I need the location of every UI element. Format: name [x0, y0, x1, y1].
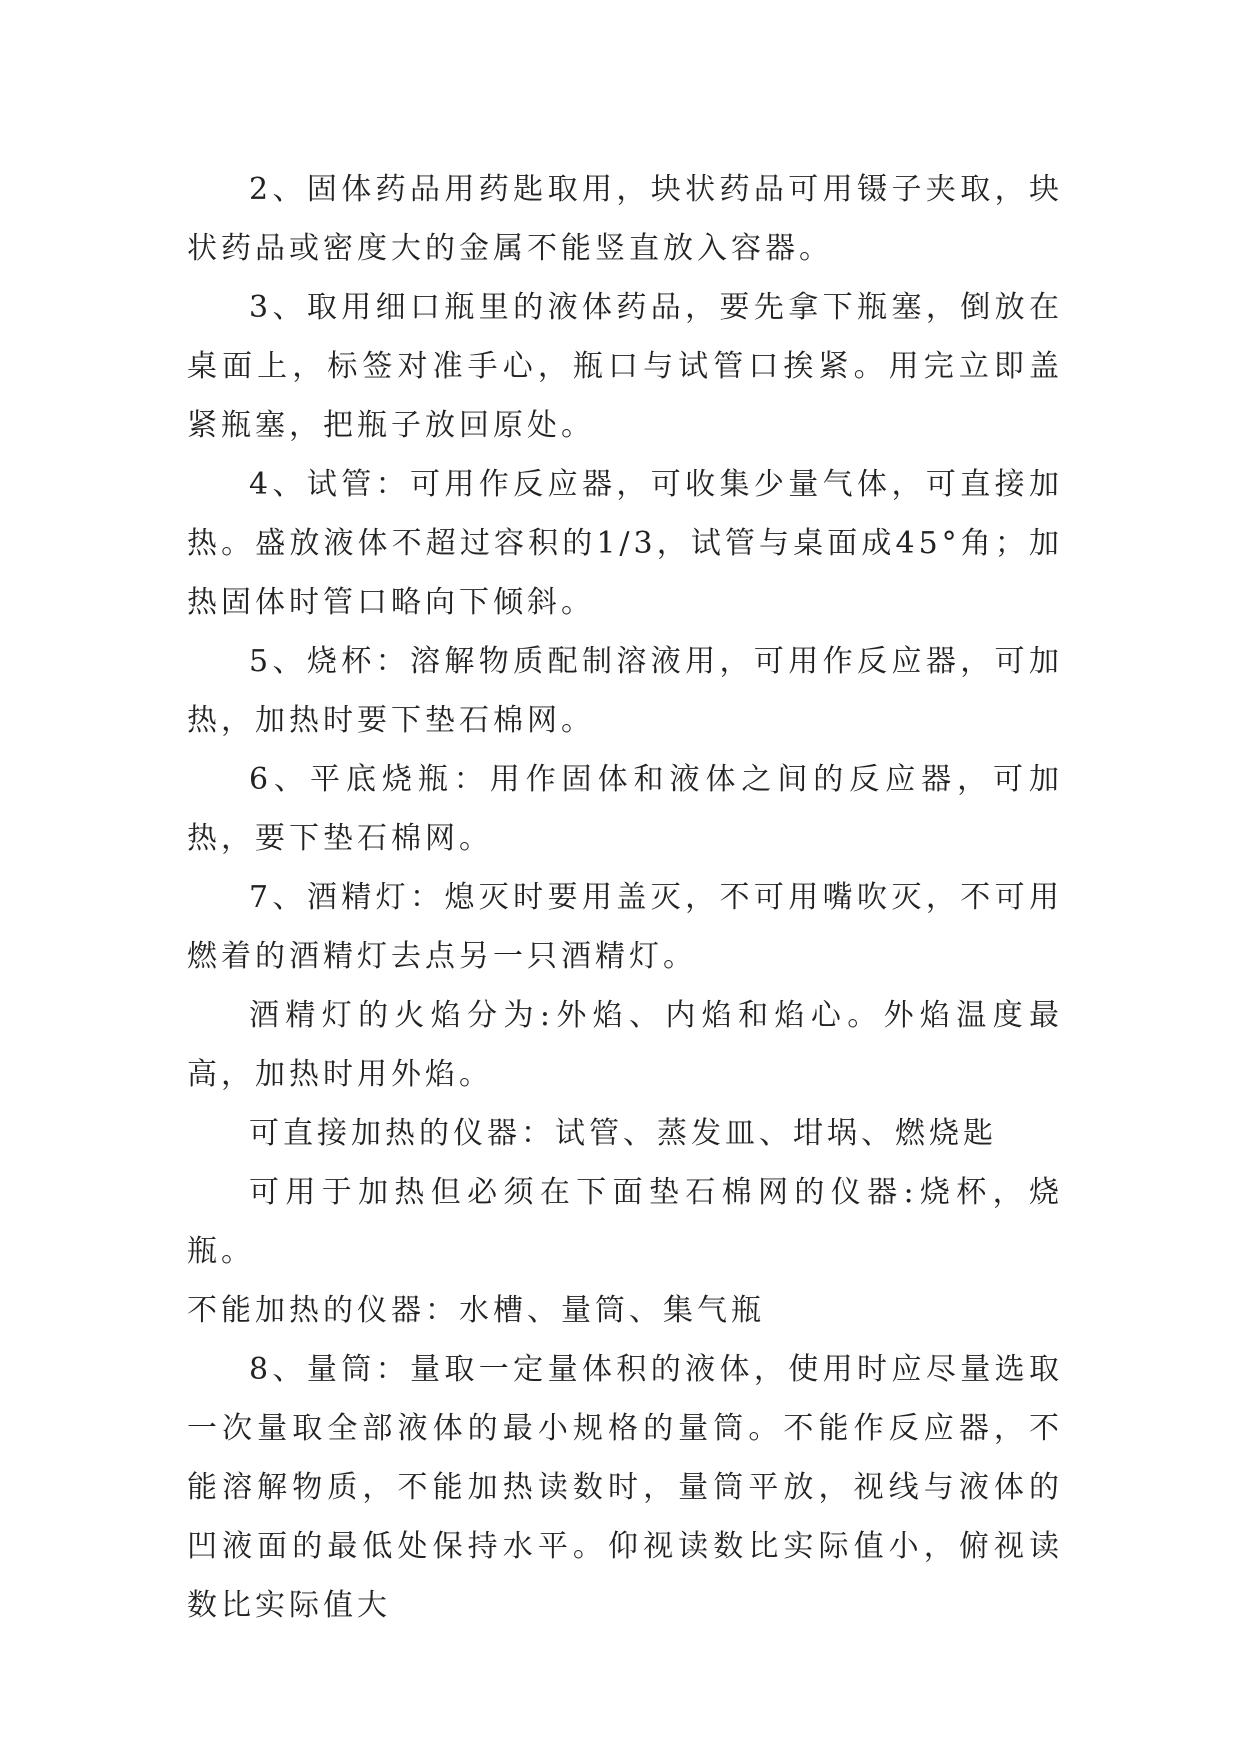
paragraph-test-tube: 4、试管：可用作反应器，可收集少量气体，可直接加热。盛放液体不超过容积的1/3，试管与桌面成45°角；加热固体时管口略向下倾斜。	[187, 467, 1063, 620]
paragraph-direct-heating: 可直接加热的仪器：试管、蒸发皿、坩埚、燃烧匙	[249, 1116, 997, 1151]
paragraph-flame-layers: 酒精灯的火焰分为:外焰、内焰和焰心。外焰温度最高，加热时用外焰。	[187, 998, 1063, 1092]
document-body	[187, 160, 1063, 1635]
paragraph-non-heatable: 不能加热的仪器：水槽、量筒、集气瓶	[187, 1293, 765, 1328]
paragraph-liquid-reagents: 3、取用细口瓶里的液体药品，要先拿下瓶塞，倒放在桌面上，标签对准手心，瓶口与试管口挨紧。用完立即盖紧瓶塞，把瓶子放回原处。	[187, 290, 1063, 443]
paragraph-alcohol-lamp: 7、酒精灯：熄灭时要用盖灭，不可用嘴吹灭，不可用燃着的酒精灯去点另一只酒精灯。	[187, 880, 1063, 974]
paragraph-solid-reagents: 2、固体药品用药匙取用，块状药品可用镊子夹取，块状药品或密度大的金属不能竖直放入容器。	[187, 172, 1063, 266]
paragraph-graduated-cylinder: 8、量筒：量取一定量体积的液体，使用时应尽量选取一次量取全部液体的最小规格的量筒。不能作反应器，不能溶解物质，不能加热读数时，量筒平放，视线与液体的凹液面的最低处保持水平。仰视读数比实际值小，俯视读数比实际值大	[187, 1352, 1063, 1623]
paragraph-flat-bottom-flask: 6、平底烧瓶：用作固体和液体之间的反应器，可加热，要下垫石棉网。	[187, 762, 1063, 856]
paragraph-beaker: 5、烧杯：溶解物质配制溶液用，可用作反应器，可加热，加热时要下垫石棉网。	[187, 644, 1063, 738]
paragraph-asbestos-heating: 可用于加热但必须在下面垫石棉网的仪器:烧杯，烧瓶。	[187, 1175, 1063, 1269]
